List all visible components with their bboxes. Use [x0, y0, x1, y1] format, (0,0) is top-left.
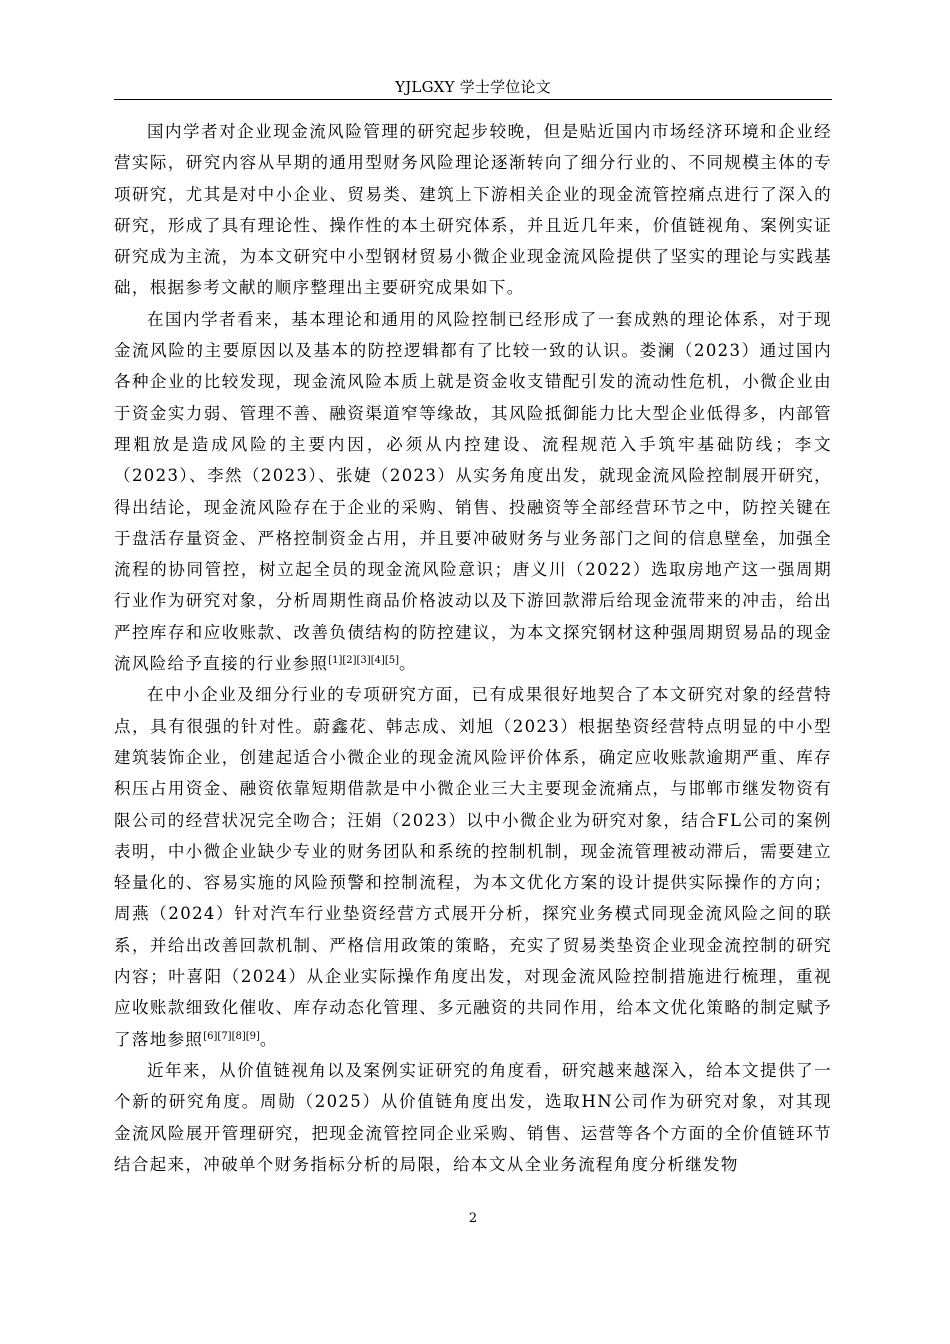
body-text	[114, 116, 832, 1180]
citation-ref: [1][2][3][4][5]	[328, 655, 400, 667]
paragraph-4-text: 近年来，从价值链视角以及案例实证研究的角度看，研究越来越深入，给本文提供了一个新的研究角度。周勋（2025）从价值链角度出发，选取HN公司作为研究对象，对其现金流风险展开管理研究，把现金流管控同企业采购、销售、运营等各个方面的全价值链环节结合起来，冲破单个财务指标分析的局限，给本文从全业务流程角度分析继发物	[114, 1060, 832, 1174]
paragraph-2-tail: 。	[399, 654, 417, 674]
running-header: YJLGXY 学士学位论文	[395, 78, 551, 96]
paragraph-3-text: 在中小企业及细分行业的专项研究方面，已有成果很好地契合了本文研究对象的经营特点，具有很强的针对性。蔚鑫花、韩志成、刘旭（2023）根据垫资经营特点明显的中小型建筑装饰企业，创建起适合小微企业的现金流风险评价体系，确定应收账款逾期严重、库存积压占用资金、融资依靠短期借款是中小微企业三大主要现金流痛点，与邯郸市继发物资有限公司的经营状况完全吻合；汪娟（2023）以中小微企业为研究对象，结合FL公司的案例表明，中小微企业缺少专业的财务团队和系统的控制机制，现金流管理被动滞后，需要建立轻量化的、容易实施的风险预警和控制流程，为本文优化方案的设计提供实际操作的方向；周燕（2024）针对汽车行业垫资经营方式展开分析，探究业务模式同现金流风险之间的联系，并给出改善回款机制、严格信用政策的策略，充实了贸易类垫资企业现金流控制的研究内容；叶喜阳（2024）从企业实际操作角度出发，对现金流风险控制措施进行梳理，重视应收账款细致化催收、库存动态化管理、多元融资的共同作用，给本文优化策略的制定赋予了落地参照	[114, 685, 832, 1049]
paragraph-2	[114, 304, 832, 680]
paragraph-3	[114, 679, 832, 1055]
paragraph-1	[114, 116, 832, 304]
paragraph-3-tail: 。	[259, 1029, 278, 1049]
page-number: 2	[468, 1211, 478, 1226]
paragraph-2-text: 在国内学者看来，基本理论和通用的风险控制已经形成了一套成熟的理论体系，对于现金流风险的主要原因以及基本的防控逻辑都有了比较一致的认识。娄澜（2023）通过国内各种企业的比较发现，现金流风险本质上就是资金收支错配引发的流动性危机，小微企业由于资金实力弱、管理不善、融资渠道窄等缘故，其风险抵御能力比大型企业低得多，内部管理粗放是造成风险的主要内因，必须从内控建设、流程规范入手筑牢基础防线；李文（2023）、李然（2023）、张婕（2023）从实务角度出发，就现金流风险控制展开研究，得出结论，现金流风险存在于企业的采购、销售、投融资等全部经营环节之中，防控关键在于盘活存量资金、严格控制资金占用，并且要冲破财务与业务部门之间的信息壁垒，加强全流程的协同管控，树立起全员的现金流风险意识；唐义川（2022）选取房地产这一强周期行业作为研究对象，分析周期性商品价格波动以及下游回款滞后给现金流带来的冲击，给出严控库存和应收账款、改善负债结构的防控建议，为本文探究钢材这种强周期贸易品的现金流风险给予直接的行业参照	[114, 309, 832, 674]
citation-ref: [6][7][8][9]	[203, 1030, 260, 1042]
header-rule	[114, 99, 832, 100]
paragraph-1-text: 国内学者对企业现金流风险管理的研究起步较晚，但是贴近国内市场经济环境和企业经营实际，研究内容从早期的通用型财务风险理论逐渐转向了细分行业的、不同规模主体的专项研究，尤其是对中小企业、贸易类、建筑上下游相关企业的现金流管控痛点进行了深入的研究，形成了具有理论性、操作性的本土研究体系，并且近几年来，价值链视角、案例实证研究成为主流，为本文研究中小型钢材贸易小微企业现金流风险提供了坚实的理论与实践基础，根据参考文献的顺序整理出主要研究成果如下。	[114, 122, 832, 298]
paragraph-4	[114, 1055, 832, 1180]
